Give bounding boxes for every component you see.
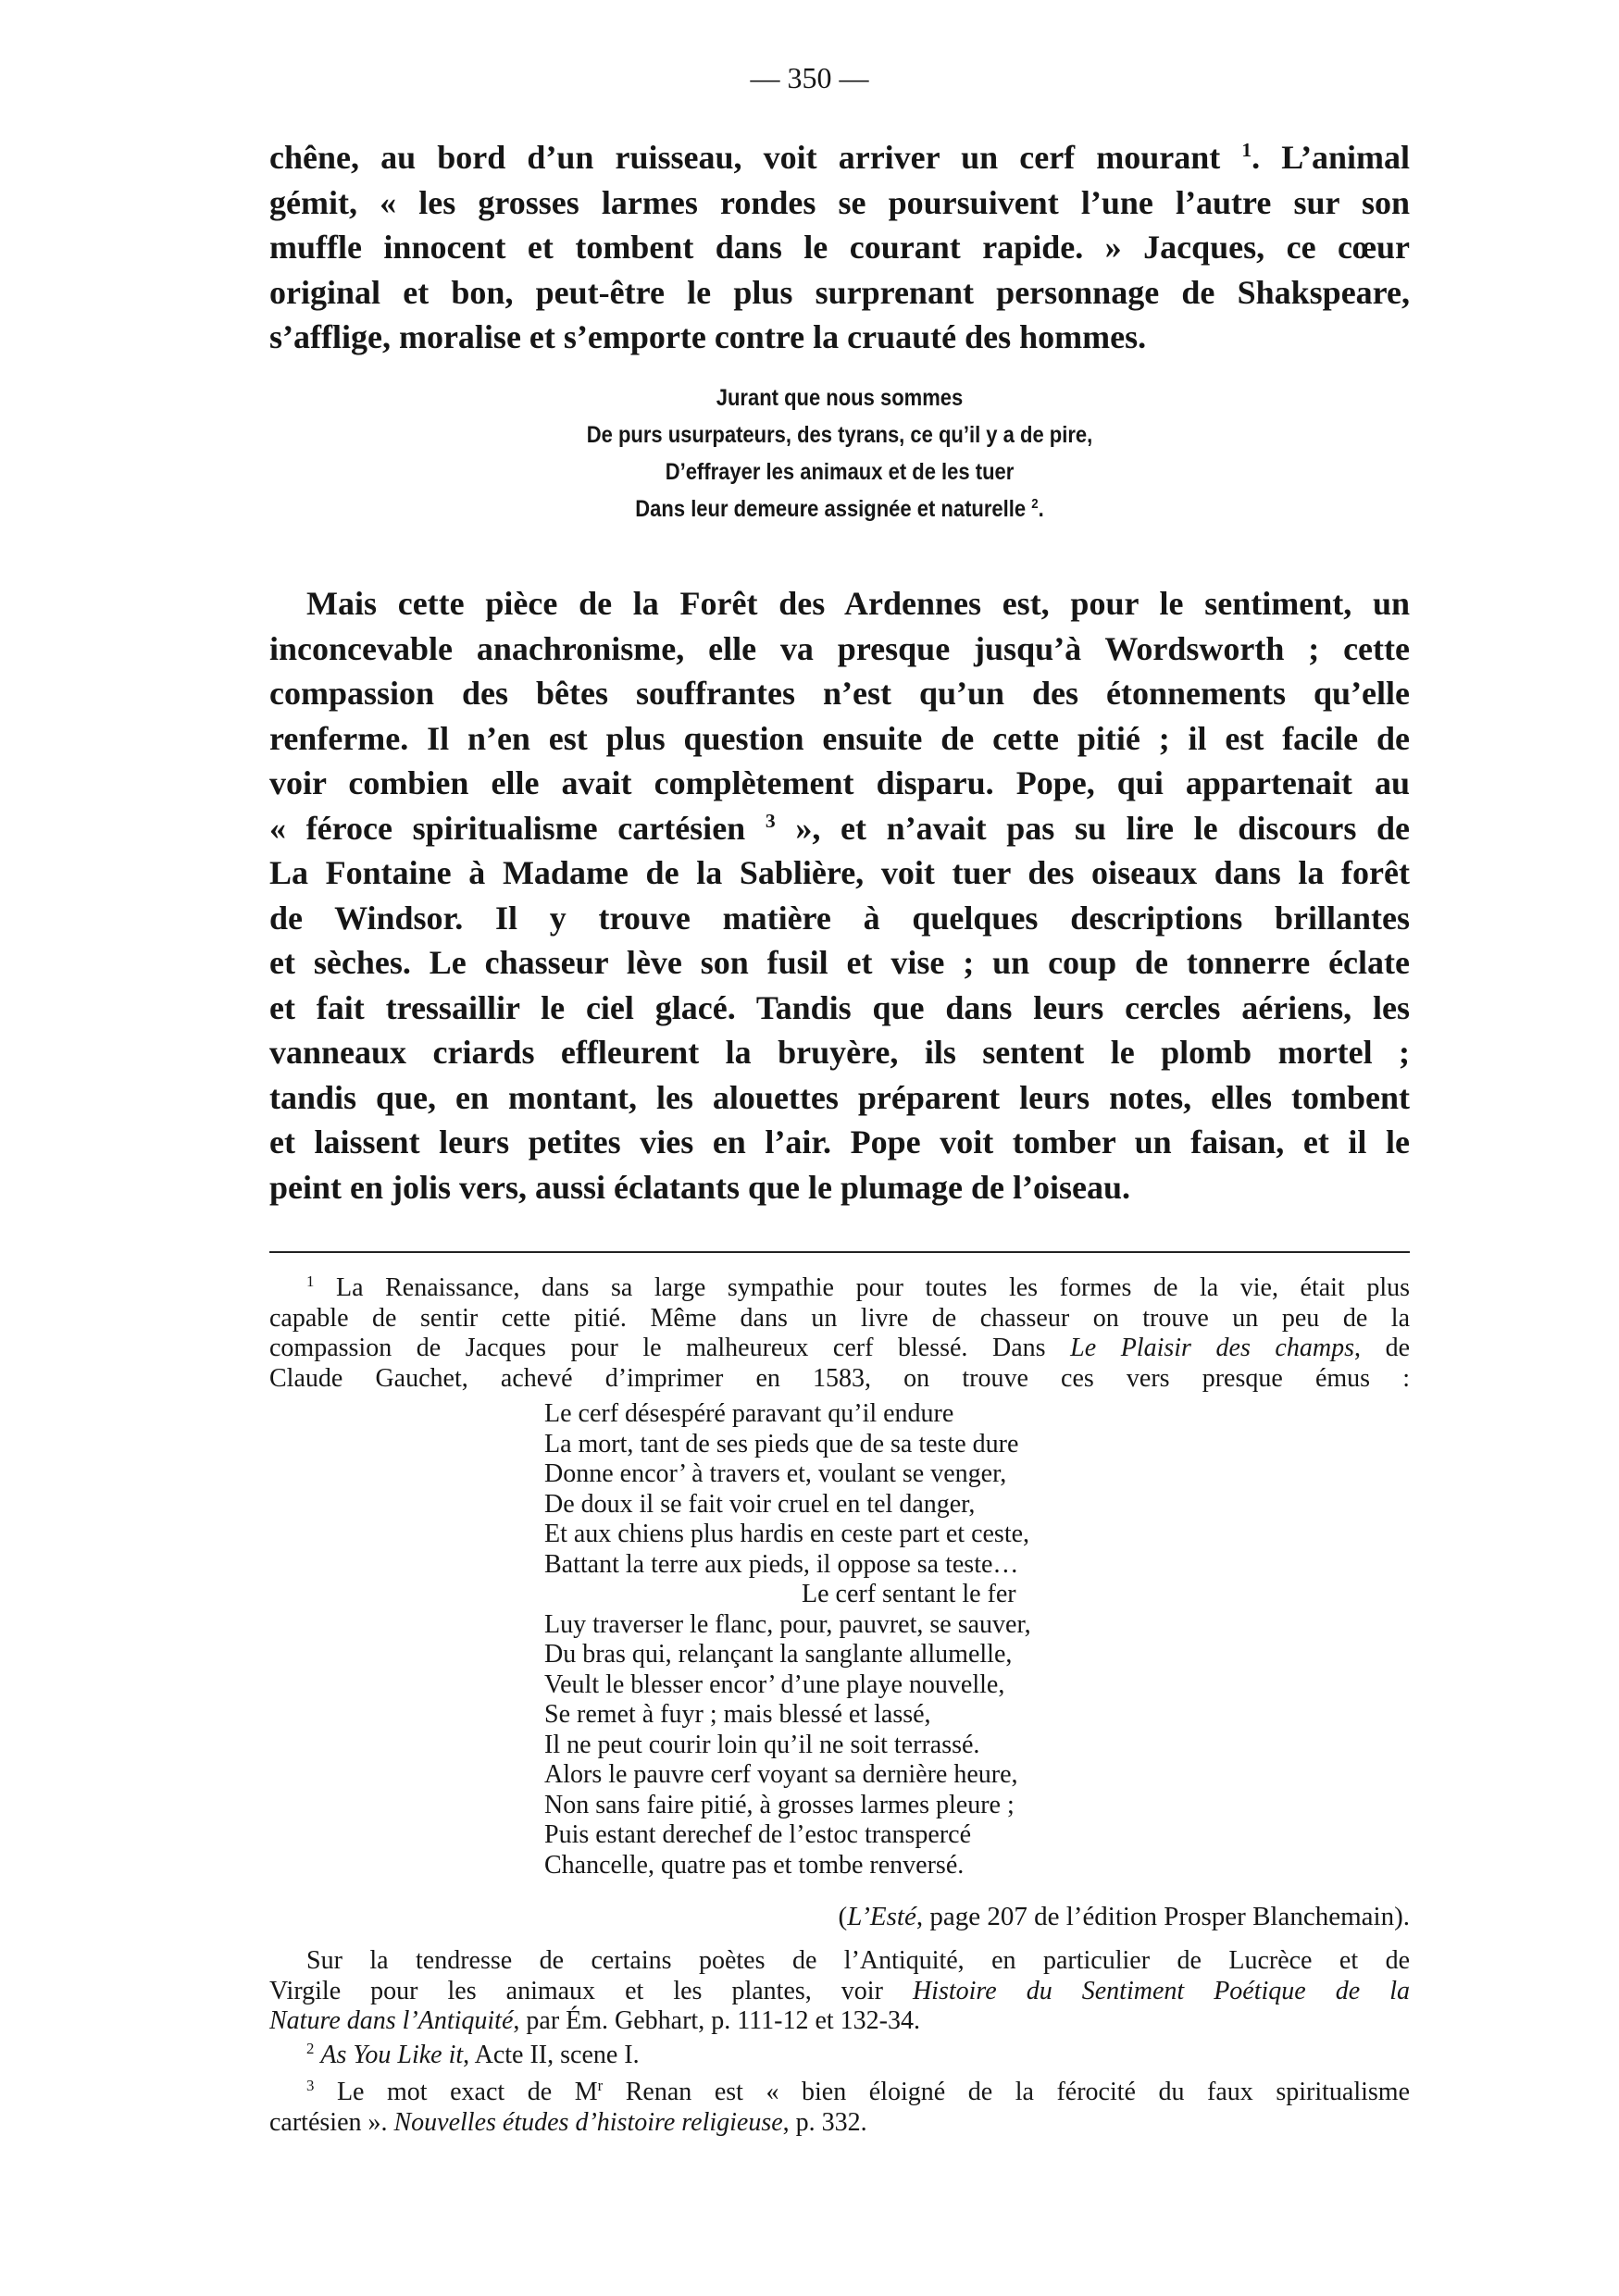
text-line — [269, 806, 1410, 851]
note-reference: 3 — [765, 809, 776, 832]
text-segment: De doux il se fait voir cruel en tel danger, — [544, 1489, 976, 1519]
text-segment: La mort, tant de ses pieds que de sa teste dure — [544, 1429, 1019, 1458]
text-segment: Dans leur demeure assignée et naturelle — [635, 496, 1032, 522]
verse-attribution — [648, 1902, 1410, 1932]
text-segment: De purs usurpateurs, des tyrans, ce qu’il y a de pire, — [586, 422, 1093, 448]
text-segment: La Fontaine à Madame de la Sablière, voit tuer des oiseaux dans la forêt — [269, 854, 1410, 891]
text-segment: Alors le pauvre cerf voyant sa dernière heure, — [544, 1760, 1018, 1789]
italic-text: Nouvelles études d’histoire religieuse — [393, 2107, 783, 2137]
text-segment: cartésien ». — [269, 2107, 394, 2137]
italic-text: Histoire du Sentiment Poétique de la — [912, 1976, 1410, 2005]
text-line — [269, 2006, 1410, 2037]
paragraph-main — [269, 581, 1410, 1210]
text-line — [544, 1640, 1377, 1670]
text-line — [269, 716, 1410, 762]
text-line — [544, 1459, 1377, 1490]
text-line — [544, 1731, 1377, 1761]
paragraph-continuation — [269, 135, 1410, 360]
text-line — [544, 1520, 1377, 1550]
text-segment: », et n’avait pas su lire le discours de — [775, 809, 1410, 847]
text-segment: renferme. Il n’en est plus question ensuite de cette pitié ; il est facile de — [269, 719, 1410, 757]
text-line — [544, 1700, 1377, 1731]
text-line — [269, 315, 1410, 360]
quoted-verse — [338, 379, 1341, 527]
text-line — [269, 940, 1410, 986]
text-segment: de Windsor. Il y trouve matière à quelques descriptions brillantes — [269, 899, 1410, 937]
text-line — [338, 379, 1341, 416]
text-segment: Chancelle, quatre pas et tombe renversé. — [544, 1850, 965, 1880]
text-line — [269, 2108, 1410, 2139]
text-line — [269, 1030, 1410, 1075]
text-line — [544, 1580, 1377, 1610]
text-segment: chêne, au bord d’un ruisseau, voit arriver un cerf mourant — [269, 139, 1242, 176]
text-line — [269, 581, 1410, 627]
text-line — [648, 1902, 1410, 1932]
text-segment: vanneaux criards effleurent la bruyère, ils sentent le plomb mortel ; — [269, 1034, 1410, 1071]
text-segment: peint en jolis vers, aussi éclatants que le plumage de l’oiseau. — [269, 1168, 1131, 1206]
text-segment: , par Ém. Gebhart, p. 111-12 et 132-34. — [513, 2006, 920, 2035]
text-line — [269, 135, 1410, 180]
footnote-1-continuation — [269, 1946, 1410, 2037]
text-segment: muffle innocent et tombent dans le courant rapide. » Jacques, ce cœur — [269, 229, 1410, 266]
text-segment: « féroce spiritualisme cartésien — [269, 809, 766, 847]
text-segment: Virgile pour les animaux et les plantes, voir — [269, 1976, 913, 2005]
text-segment: Se remet à fuyr ; mais blessé et lassé, — [544, 1700, 931, 1729]
text-segment: gémit, « les grosses larmes rondes se poursuivent l’une l’autre sur son — [269, 183, 1410, 221]
text-line — [269, 1304, 1410, 1334]
text-line — [269, 1364, 1410, 1395]
footnote-divider — [269, 1251, 1410, 1253]
text-segment: Du bras qui, relançant la sanglante allumelle, — [544, 1640, 1013, 1669]
text-segment: D’effrayer les animaux et de les tuer — [665, 459, 1015, 485]
text-line — [269, 1977, 1410, 2007]
text-segment: tandis que, en montant, les alouettes préparent leurs notes, elles tombent — [269, 1078, 1410, 1116]
text-segment: capable de sentir cette pitié. Même dans un livre de chasseur on trouve un peu de la — [269, 1303, 1410, 1333]
text-line — [544, 1820, 1377, 1851]
text-segment: Veult le blesser encor’ d’une playe nouvelle, — [544, 1669, 1005, 1699]
text-line — [544, 1760, 1377, 1791]
text-segment: , page 207 de l’édition Prosper Blanchemain). — [915, 1902, 1410, 1931]
text-segment: ( — [838, 1902, 848, 1931]
footnote-2 — [269, 2041, 1410, 2071]
text-segment: voir combien elle avait complètement disparu. Pope, qui appartenait au — [269, 764, 1410, 801]
text-segment: Et aux chiens plus hardis en ceste part et ceste, — [544, 1520, 1030, 1548]
text-line — [338, 490, 1341, 527]
note-reference: 3 — [306, 2076, 315, 2094]
note-reference: 1 — [1241, 139, 1252, 162]
text-segment: compassion de Jacques pour le malheureux cerf blessé. Dans — [269, 1334, 1071, 1362]
note-reference: 2 — [306, 2039, 315, 2057]
text-line — [269, 1273, 1410, 1304]
text-segment: inconcevable anachronisme, elle va presque jusqu’à Wordsworth ; cette — [269, 629, 1410, 667]
text-segment: , p. 332. — [782, 2107, 867, 2137]
italic-text: Nature dans l’Antiquité — [269, 2006, 514, 2035]
text-line — [338, 416, 1341, 453]
text-segment: Mais cette pièce de la Forêt des Ardennes est, pour le sentiment, un — [306, 585, 1410, 622]
footnote-1 — [269, 1273, 1410, 1394]
text-line — [269, 1334, 1410, 1364]
text-segment: Sur la tendresse de certains poètes de l’Antiquité, en particulier de Lucrèce et de — [306, 1946, 1410, 1975]
text-line — [544, 1791, 1377, 1821]
text-segment: Puis estant derechef de l’estoc transpercé — [544, 1820, 972, 1849]
text-line — [269, 627, 1410, 672]
text-segment: . L’animal — [1252, 139, 1410, 176]
text-segment: et sèches. Le chasseur lève son fusil et vise ; un coup de tonnerre éclate — [269, 944, 1410, 981]
text-segment: Claude Gauchet, achevé d’imprimer en 1583, on trouve ces vers presque émus : — [269, 1363, 1410, 1393]
text-line — [269, 671, 1410, 716]
italic-text: Le Plaisir des champs — [1070, 1334, 1354, 1362]
text-line — [544, 1430, 1377, 1460]
text-line — [544, 1399, 1377, 1430]
text-line — [544, 1550, 1377, 1581]
text-segment: et fait tressaillir le ciel glacé. Tandis que dans leurs cercles aériens, les — [269, 988, 1410, 1026]
note-reference: r — [597, 2076, 604, 2094]
text-segment: Luy traverser le flanc, pour, pauvret, se sauver, — [544, 1609, 1031, 1639]
text-line — [269, 850, 1410, 896]
page-number: — 350 — — [750, 61, 869, 94]
text-segment: , Acte II, scene I. — [463, 2041, 640, 2069]
text-line — [269, 225, 1410, 270]
note-reference: 1 — [306, 1272, 315, 1290]
italic-text: L’Esté — [847, 1902, 916, 1931]
text-line — [544, 1610, 1377, 1641]
text-segment: La Renaissance, dans sa large sympathie pour toutes les formes de la vie, était plus — [314, 1273, 1410, 1302]
text-line — [338, 453, 1341, 490]
text-line — [269, 2078, 1410, 2108]
text-segment: compassion des bêtes souffrantes n’est qu’un des étonnements qu’elle — [269, 675, 1410, 712]
text-segment: . — [1038, 496, 1044, 522]
text-segment: Le cerf désespéré paravant qu’il endure — [544, 1399, 954, 1428]
text-segment: Donne encor’ à travers et, voulant se venger, — [544, 1459, 1007, 1488]
text-line — [269, 986, 1410, 1031]
text-line — [269, 180, 1410, 226]
footnote-1-verse — [544, 1399, 1377, 1880]
footnote-3 — [269, 2078, 1410, 2138]
text-line — [269, 2041, 1410, 2071]
text-line — [269, 1946, 1410, 1977]
text-line — [269, 896, 1410, 941]
text-segment: Jurant que nous sommes — [716, 385, 964, 411]
text-segment: original et bon, peut-être le plus surprenant personnage de Shakspeare, — [269, 273, 1410, 311]
text-line — [269, 761, 1410, 806]
text-line — [269, 1120, 1410, 1165]
text-segment: Le cerf sentant le fer — [802, 1580, 1016, 1608]
text-segment: et laissent leurs petites vies en l’air. Pope voit tomber un faisan, et il le — [269, 1123, 1410, 1160]
text-segment: Le mot exact de M — [314, 2078, 598, 2106]
text-segment: Non sans faire pitié, à grosses larmes pleure ; — [544, 1790, 1015, 1819]
text-segment: Battant la terre aux pieds, il oppose sa teste… — [544, 1549, 1019, 1579]
text-line — [269, 1075, 1410, 1121]
italic-text: As You Like it — [320, 2041, 464, 2069]
text-line — [544, 1490, 1377, 1520]
text-segment: , de — [1353, 1334, 1410, 1362]
text-segment: s’afflige, moralise et s’emporte contre la cruauté des hommes. — [269, 318, 1147, 355]
text-line — [269, 270, 1410, 316]
text-line — [544, 1851, 1377, 1881]
text-segment: Renan est « bien éloigné de la férocité du faux spiritualisme — [603, 2078, 1410, 2106]
text-line — [544, 1670, 1377, 1701]
text-segment: Il ne peut courir loin qu’il ne soit terrassé. — [544, 1730, 980, 1759]
note-reference: 2 — [1031, 496, 1039, 512]
text-line — [269, 1165, 1410, 1210]
